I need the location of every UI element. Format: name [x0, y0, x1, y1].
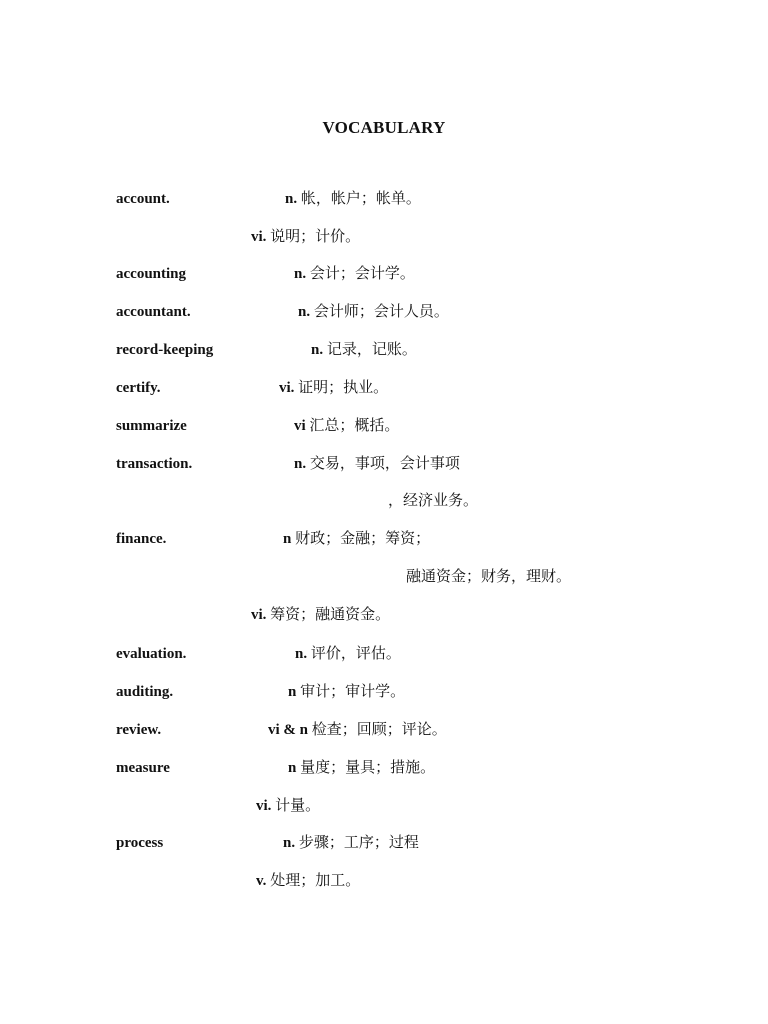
vocab-definition [298, 301, 449, 323]
vocab-term: certify. [116, 380, 161, 396]
vocab-meaning: 记录，记账。 [323, 342, 417, 358]
vocab-term: record-keeping [116, 342, 214, 358]
page-title: VOCABULARY [322, 118, 446, 137]
vocab-meaning: 说明；计价。 [266, 229, 361, 245]
vocab-meaning: 评价，评估。 [307, 646, 401, 662]
vocab-definition [294, 453, 460, 475]
part-of-speech: n. [311, 342, 324, 358]
vocab-term: review. [116, 722, 162, 738]
vocab-definition [406, 566, 571, 588]
vocab-row [0, 604, 768, 626]
part-of-speech: vi. [279, 380, 295, 396]
vocab-meaning: 证明；执业。 [294, 380, 389, 396]
vocab-row [0, 263, 768, 285]
vocab-definition [288, 681, 405, 703]
vocab-meaning: 计量。 [271, 798, 321, 814]
vocab-meaning: 融通资金；财务，理财。 [406, 569, 572, 585]
vocab-term: finance. [116, 531, 167, 547]
vocab-row [0, 188, 768, 210]
vocab-row [0, 566, 768, 588]
vocab-meaning: 检查；回顾；评论。 [308, 722, 447, 738]
vocab-definition [285, 188, 421, 210]
vocab-definition [288, 757, 435, 779]
vocab-meaning: 筹资；融通资金。 [266, 607, 391, 623]
vocab-term: account. [116, 191, 170, 207]
vocab-meaning: 步骤；工序；过程 [295, 835, 419, 851]
part-of-speech: n. [294, 456, 307, 472]
vocab-row [0, 226, 768, 248]
vocab-term: measure [116, 760, 170, 776]
vocab-term: auditing. [116, 684, 174, 700]
part-of-speech: n. [294, 266, 307, 282]
vocab-definition [279, 377, 388, 399]
vocab-definition [295, 643, 401, 665]
part-of-speech: n [283, 531, 292, 547]
vocab-definition [294, 263, 415, 285]
vocab-row [0, 719, 768, 741]
vocab-meaning: 量度；量具；措施。 [296, 760, 436, 776]
vocab-definition [283, 528, 430, 550]
part-of-speech: vi. [251, 229, 267, 245]
vocab-row [0, 681, 768, 703]
vocab-meaning: 审计；审计学。 [296, 684, 406, 700]
vocab-row [0, 490, 768, 512]
vocab-definition [251, 226, 360, 248]
vocab-row [0, 339, 768, 361]
vocab-definition [256, 870, 360, 892]
part-of-speech: n. [295, 646, 308, 662]
part-of-speech: n. [283, 835, 296, 851]
part-of-speech: n [288, 760, 297, 776]
vocab-meaning: 财政；金融；筹资； [291, 531, 431, 547]
part-of-speech: n [288, 684, 297, 700]
part-of-speech: vi. [256, 798, 272, 814]
vocab-meaning: 处理；加工。 [266, 873, 361, 889]
vocab-row [0, 643, 768, 665]
vocab-meaning: 帐，帐户；帐单。 [297, 191, 421, 207]
vocab-meaning: ，经济业务。 [388, 493, 479, 509]
vocab-term: process [116, 835, 164, 851]
vocab-definition [311, 339, 417, 361]
vocab-term: accountant. [116, 304, 191, 320]
vocab-term: summarize [116, 418, 187, 434]
vocab-definition [256, 795, 320, 817]
vocab-meaning: 会计；会计学。 [306, 266, 415, 282]
vocab-term: transaction. [116, 456, 193, 472]
vocab-row [0, 757, 768, 779]
vocab-definition [388, 490, 478, 512]
vocab-row [0, 415, 768, 437]
part-of-speech: vi & n [268, 722, 309, 738]
vocab-definition [251, 604, 390, 626]
vocab-row [0, 377, 768, 399]
vocab-term: accounting [116, 266, 187, 282]
part-of-speech: vi. [251, 607, 267, 623]
vocab-definition [294, 415, 399, 437]
vocab-row [0, 832, 768, 854]
vocab-definition [268, 719, 447, 741]
vocab-row [0, 453, 768, 475]
vocab-meaning: 会计师；会计人员。 [310, 304, 449, 320]
vocab-row [0, 795, 768, 817]
vocab-row [0, 528, 768, 550]
vocab-row [0, 301, 768, 323]
part-of-speech: v. [256, 873, 267, 889]
vocab-row [0, 870, 768, 892]
vocab-definition [283, 832, 419, 854]
vocab-meaning: 汇总；概括。 [305, 418, 400, 434]
part-of-speech: n. [298, 304, 311, 320]
part-of-speech: vi [294, 418, 306, 434]
vocab-meaning: 交易，事项，会计事项 [306, 456, 460, 472]
part-of-speech: n. [285, 191, 298, 207]
vocab-term: evaluation. [116, 646, 187, 662]
